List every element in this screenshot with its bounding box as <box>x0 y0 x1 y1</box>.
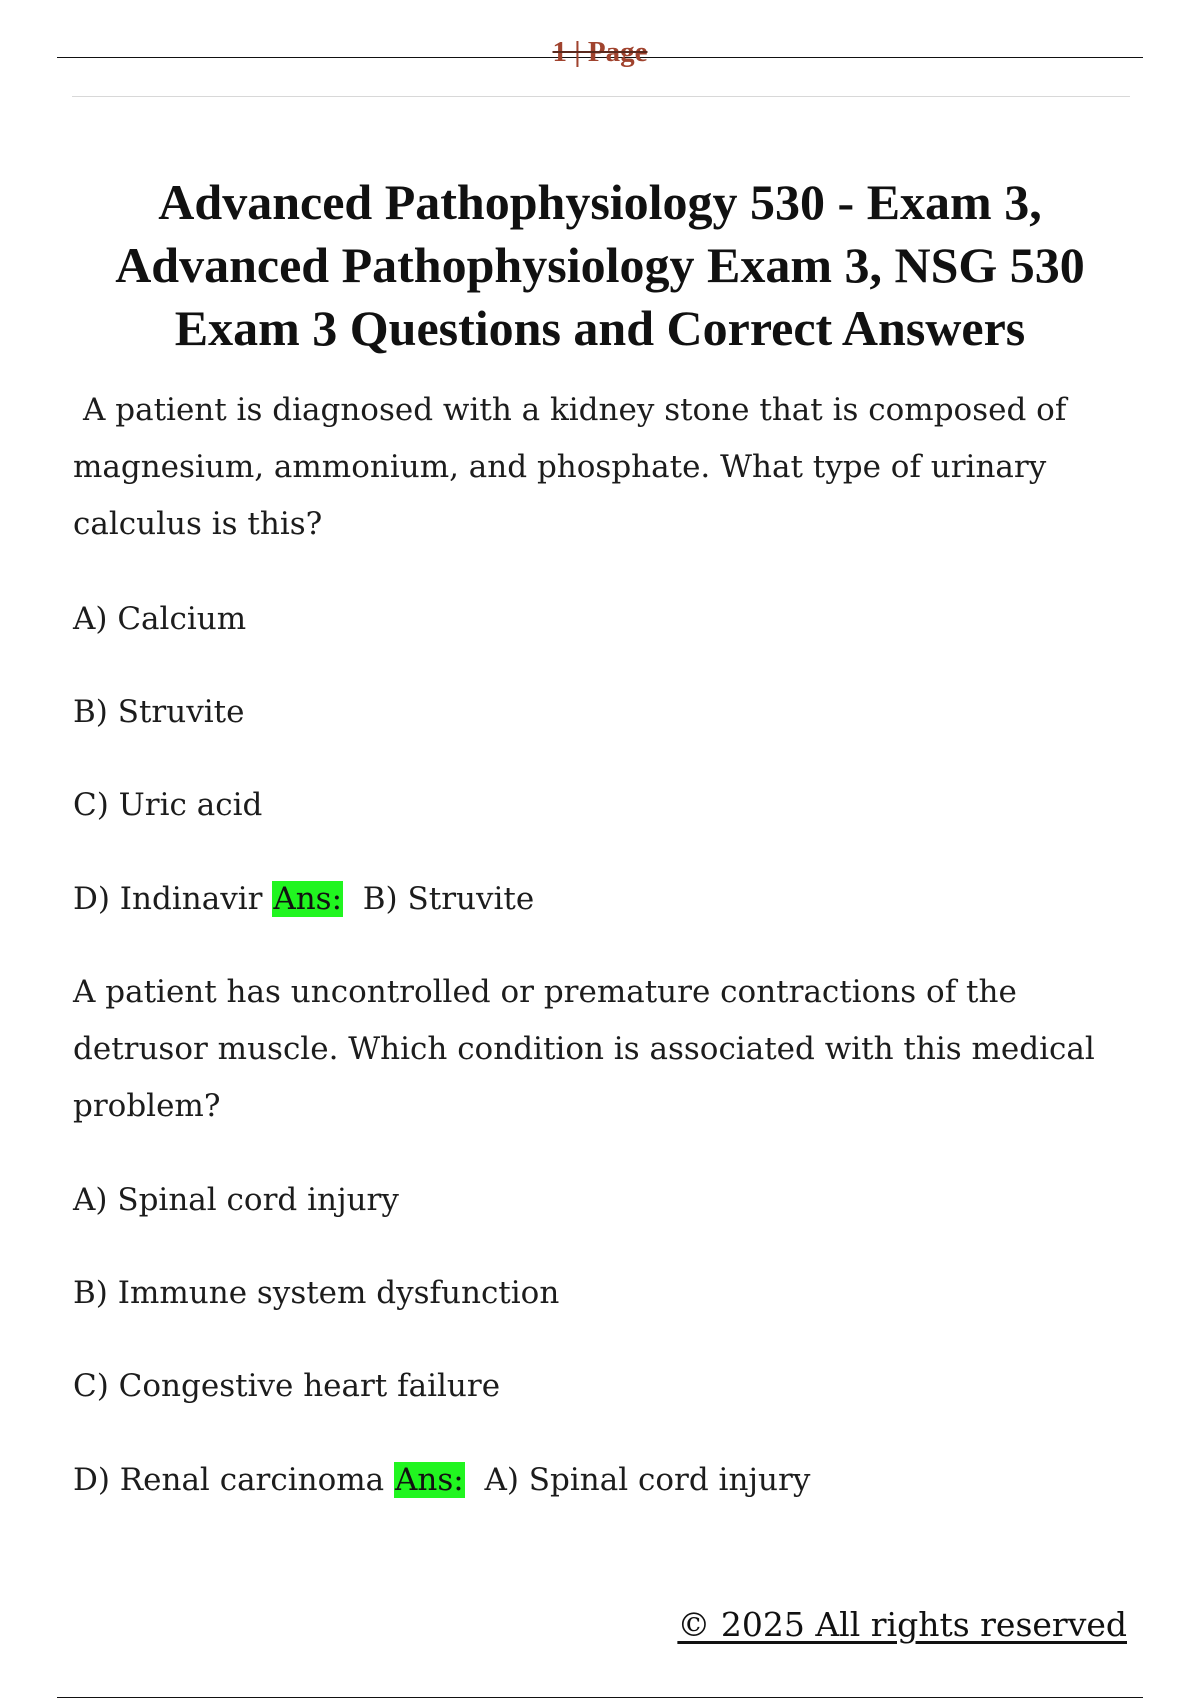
answer-label: Ans: <box>395 1462 464 1498</box>
question-1-text: A patient is diagnosed with a kidney stone that is composed of magnesium, ammonium, and phosphate. What type of urinary calculus is this? <box>73 392 1067 542</box>
question-2-text: A patient has uncontrolled or premature contractions of the detrusor muscle. Which condition is associated with this medical problem? <box>73 974 1095 1124</box>
question-1-option-d: D) Indinavir <box>73 881 263 917</box>
question-1-option-d-line <box>73 879 534 919</box>
question-2-answer: A) Spinal cord injury <box>484 1462 811 1498</box>
question-2-option-b: B) Immune system dysfunction <box>73 1275 560 1311</box>
question-2-option-a: A) Spinal cord injury <box>73 1182 399 1218</box>
question-2-option-d-line <box>73 1460 810 1500</box>
question-1-option-c: C) Uric acid <box>73 787 263 823</box>
copyright-notice: © 2025 All rights reserved <box>677 1605 1127 1644</box>
question-2-option-c: C) Congestive heart failure <box>73 1368 501 1404</box>
question-1-answer: B) Struvite <box>362 881 535 917</box>
question-1-option-b: B) Struvite <box>73 694 245 730</box>
answer-label: Ans: <box>273 881 343 917</box>
footer-rule <box>57 1697 1143 1698</box>
page-number: 1 | Page <box>552 36 648 68</box>
document-title: Advanced Pathophysiology 530 - Exam 3, Advanced Pathophysiology Exam 3, NSG 530 Exam 3 Questions and Correct Answers <box>115 174 1085 356</box>
question-2-option-d: D) Renal carcinoma <box>73 1462 385 1498</box>
header-divider <box>72 96 1130 97</box>
question-1-option-a: A) Calcium <box>73 601 247 637</box>
